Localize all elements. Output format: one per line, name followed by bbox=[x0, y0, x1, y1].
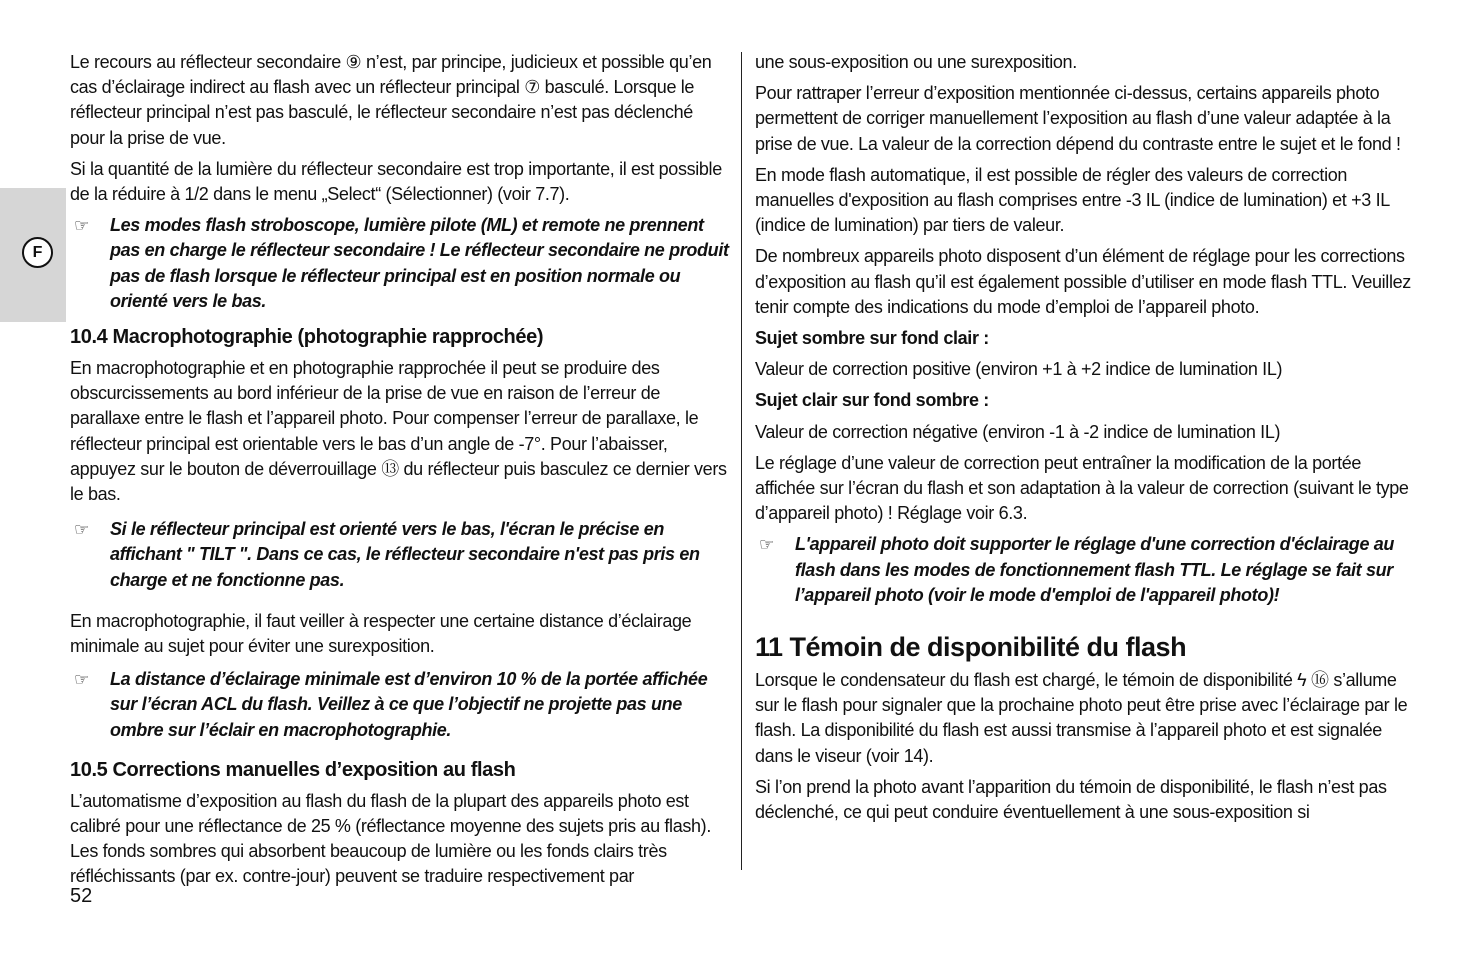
right-column bbox=[755, 50, 1417, 831]
paragraph: En macrophotographie et en photographie rapprochée il peut se produire des obscurcissements au bord inférieur de la prise de vue en raison de l’erreur de parallaxe entre le flash et l’appareil photo. Pour compenser l’erreur de parallaxe, le réflecteur principal est orientable vers le bas d’un angle de -7°. Pour l’abaisser, appuyez sur le bouton de déverrouillage ⑬ du réflecteur puis basculez ce dernier vers le bas. bbox=[70, 358, 727, 505]
section-heading-10-5: 10.5 Corrections manuelles d’exposition au flash bbox=[70, 758, 516, 781]
pointing-hand-icon: ☞ bbox=[74, 216, 89, 236]
note-text: Les modes flash stroboscope, lumière pilote (ML) et remote ne prennent pas en charge le réflecteur secondaire ! Le réflecteur secondaire ne produit pas de flash lorsque le réflecteur principal est en position normale ou orienté vers le bas. bbox=[110, 215, 729, 311]
pointing-hand-icon: ☞ bbox=[74, 520, 89, 540]
paragraph: En mode flash automatique, il est possible de régler des valeurs de correction manuelles d'exposition au flash comprises entre -3 IL (indice de lumination) et +3 IL (indice de lumination) par tiers de valeur. bbox=[755, 164, 1390, 236]
flash-ready-icon: ϟ ⑯ bbox=[1297, 670, 1329, 691]
paragraph: une sous-exposition ou une surexposition. bbox=[755, 52, 1077, 72]
chapter-heading-11: 11 Témoin de disponibilité du flash bbox=[755, 632, 1187, 663]
paragraph: En macrophotographie, il faut veiller à respecter une certaine distance d’éclairage minimale au sujet pour éviter une surexposition. bbox=[70, 610, 692, 657]
paragraph: L’automatisme d’exposition au flash du flash de la plupart des appareils photo est calibré pour une réflectance de 25 % (réflectance moyenne des sujets pris au flash). Les fonds sombres qui absorbent beaucoup de lumière ou les fonds clairs très réfléchissants (par ex. contre-jour) peuvent se traduire respectivement par bbox=[70, 790, 711, 887]
section-heading-10-4: 10.4 Macrophotographie (photographie rapprochée) bbox=[70, 326, 544, 349]
subheading: Sujet sombre sur fond clair : bbox=[755, 328, 989, 349]
subheading: Sujet clair sur fond sombre : bbox=[755, 390, 989, 411]
note bbox=[755, 532, 1417, 608]
paragraph: Le réglage d’une valeur de correction peut entraîner la modification de la portée affichée sur l’écran du flash et son adaptation à la valeur de correction (suivant le type d’appareil photo) ! Réglage voir 6.3. bbox=[755, 452, 1409, 524]
paragraph bbox=[755, 668, 1417, 769]
note-text: La distance d’éclairage minimale est d’environ 10 % de la portée affichée sur l’écran ACL du flash. Veillez à ce que l’objectif ne projette pas une ombre sur l’éclair en macrophotographie. bbox=[110, 669, 708, 740]
paragraph: Le recours au réflecteur secondaire ⑨ n’est, par principe, judicieux et possible qu’en cas d’éclairage indirect au flash avec un réflecteur principal ⑦ basculé. Lorsque le réflecteur principal n’est pas basculé, le réflecteur secondaire n’est pas déclenché pour la prise de vue. bbox=[70, 52, 712, 148]
note-text: Si le réflecteur principal est orienté vers le bas, l'écran le précise en affichant " TILT ". Dans ce cas, le réflecteur secondaire n'est pas pris en charge et ne fonctionne pas. bbox=[110, 519, 700, 590]
pointing-hand-icon: ☞ bbox=[759, 535, 774, 555]
note bbox=[70, 213, 730, 314]
paragraph: Pour rattraper l’erreur d’exposition mentionnée ci-dessus, certains appareils photo permettent de corriger manuellement l’exposition au flash d’une valeur adaptée à la prise de vue. La valeur de la correction dépend du contraste entre le sujet et le fond ! bbox=[755, 83, 1401, 154]
paragraph-text: Lorsque le condensateur du flash est chargé, le témoin de disponibilité bbox=[755, 670, 1293, 691]
language-badge: F bbox=[22, 237, 53, 268]
paragraph: Si la quantité de la lumière du réflecteur secondaire est trop importante, il est possible de la réduire à 1/2 dans le menu „Select“ (Sélectionner) (voir 7.7). bbox=[70, 158, 722, 205]
left-column bbox=[70, 50, 730, 896]
column-divider bbox=[741, 52, 742, 870]
paragraph: Valeur de correction positive (environ +1 à +2 indice de lumination IL) bbox=[755, 359, 1283, 380]
paragraph: Valeur de correction négative (environ -1 à -2 indice de lumination IL) bbox=[755, 421, 1281, 442]
note bbox=[70, 667, 730, 743]
note bbox=[70, 517, 730, 593]
note-text: L'appareil photo doit supporter le réglage d'une correction d'éclairage au flash dans les modes de fonctionnement flash TTL. Le réglage se fait sur l’appareil photo (voir le mode d'emploi de l'appareil photo)! bbox=[795, 534, 1395, 605]
paragraph-text: s’allume sur le flash pour signaler que la prochaine photo peut être prise avec l’éclairage par le flash. La disponibilité du flash est aussi transmise à l’appareil photo et est signalée dans le viseur (voir 14). bbox=[755, 670, 1408, 766]
paragraph: De nombreux appareils photo disposent d’un élément de réglage pour les corrections d’exposition au flash qu’il est également possible d’utiliser en mode flash TTL. Veuillez tenir compte des indications du mode d’emploi de l’appareil photo. bbox=[755, 246, 1411, 317]
paragraph: Si l’on prend la photo avant l’apparition du témoin de disponibilité, le flash n’est pas déclenché, ce qui peut conduire éventuellement à une sous-exposition si bbox=[755, 776, 1387, 823]
page-number: 52 bbox=[70, 885, 93, 907]
pointing-hand-icon: ☞ bbox=[74, 670, 89, 690]
